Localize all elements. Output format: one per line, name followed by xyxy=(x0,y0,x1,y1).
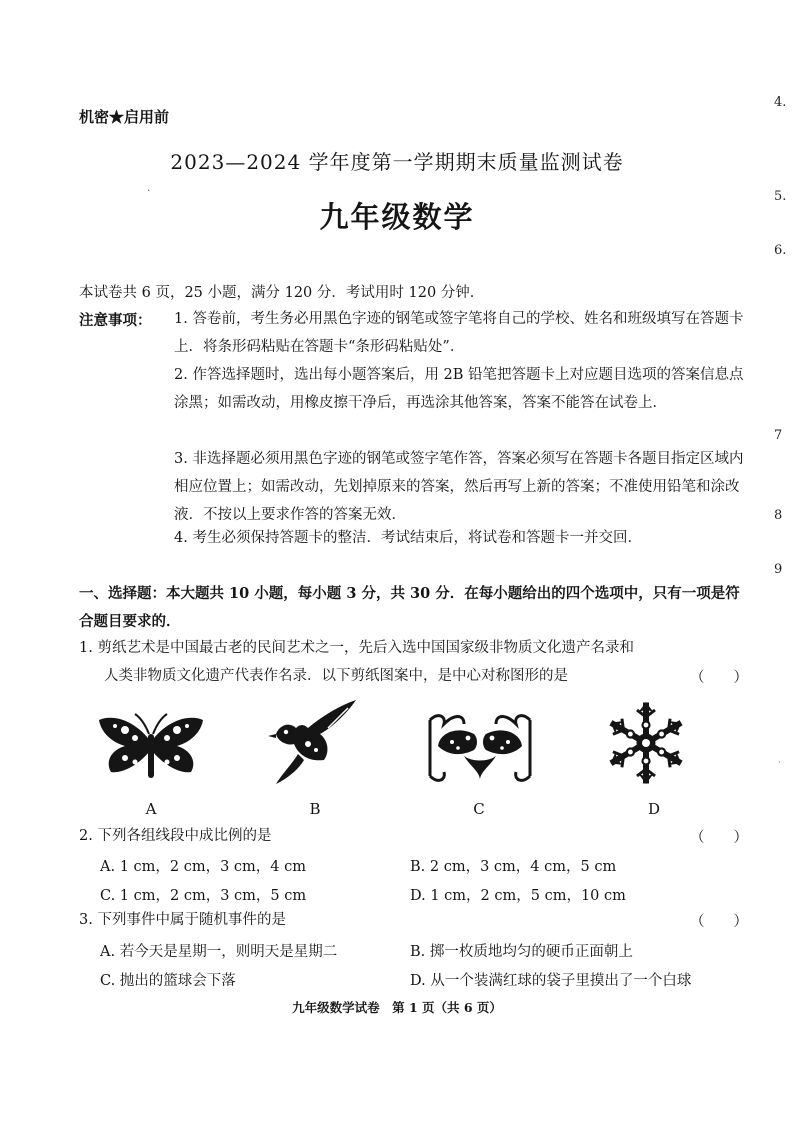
question-2-option-c: C. 1 cm，2 cm，3 cm，5 cm xyxy=(100,888,307,904)
margin-number-6: 6. xyxy=(774,243,787,258)
double-fish-papercut-figure xyxy=(424,710,536,786)
question-1-option-d: D xyxy=(647,800,661,818)
snowflake-papercut-figure xyxy=(598,700,694,786)
notes-label: 注意事项： xyxy=(79,312,152,329)
question-2-stem: 2. 下列各组线段中成比例的是 xyxy=(79,828,272,844)
question-2-option-d: D. 1 cm，2 cm，5 cm，10 cm xyxy=(410,888,626,904)
question-1-line2: 人类非物质文化遗产代表作名录．以下剪纸图案中，是中心对称图形的是 xyxy=(104,668,568,684)
question-2-option-b: B. 2 cm，3 cm，4 cm，5 cm xyxy=(410,859,617,875)
question-3-stem: 3. 下列事件中属于随机事件的是 xyxy=(79,912,286,928)
swallow-papercut-figure xyxy=(268,698,360,788)
note-item-3: 3. 非选择题必须用黑色字迹的钢笔或签字笔作答，答案必须写在答题卡各题目指定区域内相应位置上；如需改动，先划掉原来的答案，然后再写上新的答案；不准使用铅笔和涂改液．不按以上要求作答的答案无效． xyxy=(174,451,744,523)
question-1-answer-bracket: （ ） xyxy=(690,670,748,686)
section-heading: 一、选择题：本大题共 10 小题，每小题 3 分，共 30 分．在每小题给出的四个选项中，只有一项是符合题目要求的． xyxy=(79,585,740,630)
question-1-option-b: B xyxy=(309,800,321,818)
scan-mark: ‘ xyxy=(778,760,781,769)
note-item-4: 4. 考生必须保持答题卡的整洁．考试结束后，将试卷和答题卡一并交回． xyxy=(174,530,642,546)
question-1-line1: 1. 剪纸艺术是中国最古老的民间艺术之一，先后入选中国国家级非物质文化遗产名录和 xyxy=(79,640,634,656)
margin-number-7: 7 xyxy=(774,428,783,443)
note-item-1: 1. 答卷前，考生务必用黑色字迹的钢笔或签字笔将自己的学校、姓名和班级填写在答题卡上．将条形码粘贴在答题卡“条形码粘贴处”． xyxy=(174,311,744,355)
confidential-label: 机密★启用前 xyxy=(79,108,170,126)
butterfly-papercut-figure xyxy=(95,712,207,784)
margin-number-9: 9 xyxy=(774,562,783,577)
page-footer: 九年级数学试卷 第 1 页（共 6 页） xyxy=(292,1000,502,1015)
question-3-option-c: C. 抛出的篮球会下落 xyxy=(100,973,236,989)
exam-title: 2023—2024 学年度第一学期期末质量监测试卷 xyxy=(170,150,624,174)
question-2-answer-bracket: （ ） xyxy=(690,830,748,846)
question-2-option-a: A. 1 cm，2 cm，3 cm，4 cm xyxy=(100,859,307,875)
question-1-option-a: A xyxy=(145,800,157,818)
question-1-option-c: C xyxy=(473,800,485,818)
margin-number-8: 8 xyxy=(774,508,783,523)
question-3-option-b: B. 掷一枚质地均匀的硬币正面朝上 xyxy=(410,944,633,960)
note-item-2: 2. 作答选择题时，选出每小题答案后，用 2B 铅笔把答题卡上对应题目选项的答案信息点涂黑；如需改动，用橡皮擦干净后，再选涂其他答案，答案不能答在试卷上． xyxy=(174,367,744,411)
question-3-option-d: D. 从一个装满红球的袋子里摸出了一个白球 xyxy=(410,973,692,989)
exam-intro: 本试卷共 6 页，25 小题，满分 120 分．考试用时 120 分钟． xyxy=(79,285,485,301)
margin-number-5: 5. xyxy=(774,189,787,204)
question-3-option-a: A. 若今天是星期一，则明天是星期二 xyxy=(100,944,338,960)
margin-number-4: 4. xyxy=(774,95,787,110)
scan-dot: · xyxy=(147,186,151,197)
subject-title: 九年级数学 xyxy=(319,200,475,234)
question-3-answer-bracket: （ ） xyxy=(690,914,748,930)
